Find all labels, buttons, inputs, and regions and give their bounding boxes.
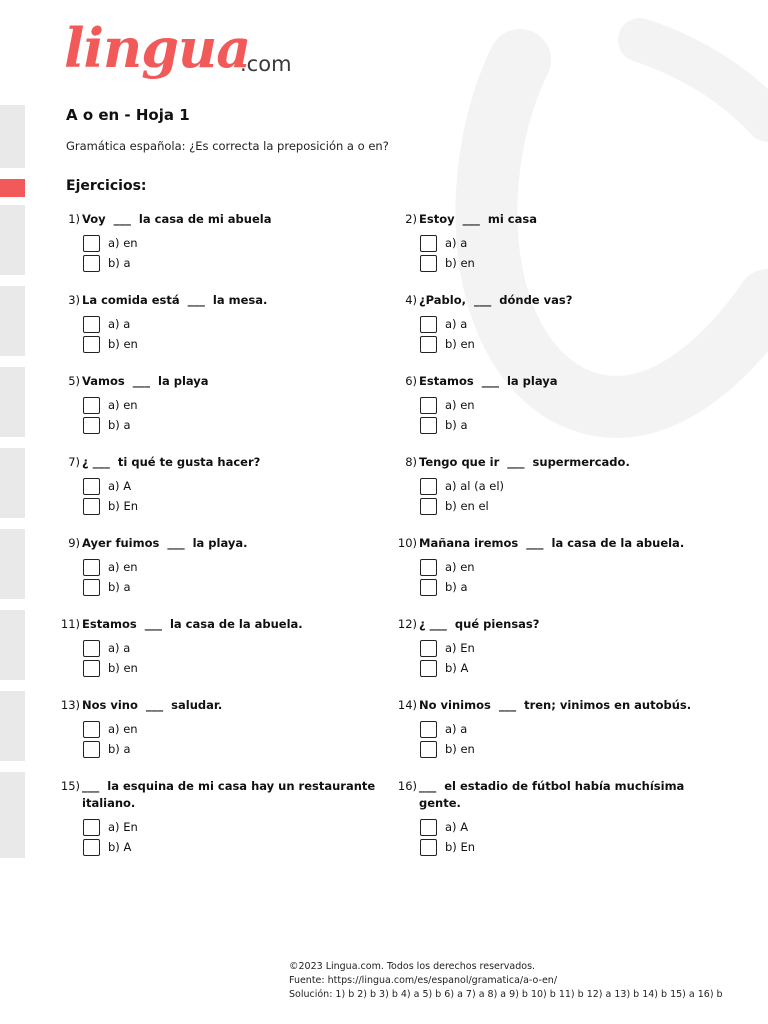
- exercise-14: [397, 697, 717, 759]
- answer-checkbox[interactable]: [83, 741, 100, 758]
- answer-label: b) a: [108, 742, 131, 756]
- answer-option[interactable]: [83, 739, 380, 759]
- exercise-number: 11): [60, 617, 80, 631]
- answer-checkbox[interactable]: [420, 819, 437, 836]
- answer-checkbox[interactable]: [83, 721, 100, 738]
- answer-label: b) en: [445, 337, 475, 351]
- exercise-text: Tengo que ir ___ supermercado.: [419, 455, 630, 469]
- exercise-15: [60, 778, 380, 857]
- exercise-number: 5): [68, 374, 80, 388]
- exercise-text: No vinimos ___ tren; vinimos en autobús.: [419, 698, 692, 712]
- answer-option[interactable]: [420, 837, 717, 857]
- answer-checkbox[interactable]: [420, 741, 437, 758]
- exercise-number: 4): [405, 293, 417, 307]
- answer-checkbox[interactable]: [83, 316, 100, 333]
- exercise-number: 10): [397, 536, 417, 550]
- answer-checkbox[interactable]: [420, 721, 437, 738]
- answer-label: a) a: [108, 641, 131, 655]
- answer-label: b) En: [108, 499, 138, 513]
- answer-checkbox[interactable]: [420, 839, 437, 856]
- logo-script: lingua: [64, 16, 251, 80]
- answer-checkbox[interactable]: [83, 839, 100, 856]
- answer-option[interactable]: [83, 577, 380, 597]
- answer-option[interactable]: [83, 557, 380, 577]
- exercise-11: [60, 616, 380, 678]
- answer-label: a) a: [108, 317, 131, 331]
- logo-domain: .com: [240, 52, 292, 76]
- answer-option[interactable]: [420, 638, 717, 658]
- answer-checkbox[interactable]: [83, 640, 100, 657]
- answer-label: b) en: [108, 661, 138, 675]
- answer-option[interactable]: [83, 719, 380, 739]
- answer-label: a) a: [445, 317, 468, 331]
- answer-option[interactable]: [420, 577, 717, 597]
- answer-checkbox[interactable]: [420, 417, 437, 434]
- exercise-2: [397, 211, 717, 273]
- answer-checkbox[interactable]: [83, 417, 100, 434]
- answer-checkbox[interactable]: [420, 559, 437, 576]
- answer-option[interactable]: [83, 415, 380, 435]
- exercise-1: [60, 211, 380, 273]
- answer-label: b) en: [108, 337, 138, 351]
- exercise-10: [397, 535, 717, 597]
- answer-checkbox[interactable]: [83, 819, 100, 836]
- exercise-prompt: [397, 211, 717, 228]
- exercise-number: 15): [60, 779, 80, 793]
- exercise-8: [397, 454, 717, 516]
- answer-option[interactable]: [420, 233, 717, 253]
- exercise-number: 13): [60, 698, 80, 712]
- answer-label: a) en: [108, 722, 138, 736]
- exercise-text: ¿ ___ qué piensas?: [419, 617, 540, 631]
- exercise-prompt: [397, 778, 717, 812]
- answer-checkbox[interactable]: [83, 478, 100, 495]
- exercise-number: 7): [68, 455, 80, 469]
- side-tab: [0, 448, 25, 518]
- answer-checkbox[interactable]: [420, 640, 437, 657]
- answer-label: a) A: [108, 479, 132, 493]
- exercise-prompt: [397, 454, 717, 471]
- exercise-text: Mañana iremos ___ la casa de la abuela.: [419, 536, 685, 550]
- exercise-prompt: [397, 292, 717, 309]
- exercise-number: 16): [397, 779, 417, 793]
- answer-option[interactable]: [420, 719, 717, 739]
- side-tab: [0, 367, 25, 437]
- exercise-9: [60, 535, 380, 597]
- answer-checkbox[interactable]: [420, 478, 437, 495]
- answer-option[interactable]: [420, 334, 717, 354]
- side-tab: [0, 610, 25, 680]
- answer-checkbox[interactable]: [420, 336, 437, 353]
- exercise-number: 3): [68, 293, 80, 307]
- exercise-prompt: [60, 292, 380, 309]
- answer-checkbox[interactable]: [83, 660, 100, 677]
- footer: [289, 960, 723, 1002]
- answer-label: b) a: [445, 580, 468, 594]
- exercise-16: [397, 778, 717, 857]
- answer-label: a) en: [445, 398, 475, 412]
- exercise-4: [397, 292, 717, 354]
- worksheet-subtitle: Gramática española: ¿Es correcta la preposición a o en?: [66, 139, 389, 153]
- answer-checkbox[interactable]: [420, 397, 437, 414]
- answer-label: a) en: [108, 398, 138, 412]
- exercise-prompt: [397, 697, 717, 714]
- exercise-13: [60, 697, 380, 759]
- answer-label: a) a: [445, 236, 468, 250]
- answer-label: b) a: [108, 580, 131, 594]
- footer-source: Fuente: https://lingua.com/es/espanol/gramatica/a-o-en/: [289, 975, 558, 986]
- exercise-number: 6): [405, 374, 417, 388]
- answer-option[interactable]: [83, 496, 380, 516]
- answer-label: a) al (a el): [445, 479, 505, 493]
- side-tab: [0, 691, 25, 761]
- exercise-text: Estamos ___ la playa: [419, 374, 558, 388]
- answer-label: b) en: [445, 742, 475, 756]
- answer-checkbox[interactable]: [83, 559, 100, 576]
- worksheet-title: A o en - Hoja 1: [66, 106, 190, 124]
- answer-label: b) a: [108, 418, 131, 432]
- exercise-text: ___ la esquina de mi casa hay un restaurante italiano.: [82, 779, 380, 810]
- exercise-prompt: [60, 373, 380, 390]
- answer-option[interactable]: [420, 314, 717, 334]
- answer-checkbox[interactable]: [420, 255, 437, 272]
- exercise-number: 9): [68, 536, 80, 550]
- answer-label: a) En: [445, 641, 475, 655]
- answer-label: b) en: [445, 256, 475, 270]
- exercise-text: ___ el estadio de fútbol había muchísima gente.: [419, 779, 689, 810]
- answer-label: b) A: [108, 840, 132, 854]
- answer-label: a) En: [108, 820, 138, 834]
- exercise-text: ¿Pablo, ___ dónde vas?: [419, 293, 573, 307]
- side-tab: [0, 529, 25, 599]
- answer-option[interactable]: [83, 233, 380, 253]
- answer-label: a) en: [108, 236, 138, 250]
- exercise-number: 8): [405, 455, 417, 469]
- answer-option[interactable]: [420, 496, 717, 516]
- exercise-text: Voy ___ la casa de mi abuela: [82, 212, 272, 226]
- answer-checkbox[interactable]: [83, 579, 100, 596]
- exercise-text: Estoy ___ mi casa: [419, 212, 537, 226]
- answer-label: b) en el: [445, 499, 489, 513]
- answer-option[interactable]: [83, 817, 380, 837]
- exercises-heading: Ejercicios:: [66, 178, 147, 194]
- exercise-number: 14): [397, 698, 417, 712]
- answer-checkbox[interactable]: [83, 255, 100, 272]
- exercise-text: ¿ ___ ti qué te gusta hacer?: [82, 455, 261, 469]
- answer-option[interactable]: [83, 334, 380, 354]
- exercise-prompt: [397, 373, 717, 390]
- answer-option[interactable]: [83, 837, 380, 857]
- side-tab: [0, 286, 25, 356]
- side-tab: [0, 205, 25, 275]
- answer-option[interactable]: [83, 638, 380, 658]
- answer-option[interactable]: [83, 253, 380, 273]
- answer-checkbox[interactable]: [420, 579, 437, 596]
- answer-label: a) A: [445, 820, 469, 834]
- exercise-prompt: [60, 535, 380, 552]
- side-tab: [0, 772, 25, 858]
- answer-option[interactable]: [420, 739, 717, 759]
- answer-checkbox[interactable]: [420, 235, 437, 252]
- exercise-number: 1): [68, 212, 80, 226]
- answer-option[interactable]: [420, 557, 717, 577]
- exercise-text: Nos vino ___ saludar.: [82, 698, 223, 712]
- answer-option[interactable]: [420, 817, 717, 837]
- answer-label: b) a: [445, 418, 468, 432]
- exercise-text: Ayer fuimos ___ la playa.: [82, 536, 248, 550]
- exercise-3: [60, 292, 380, 354]
- answer-option[interactable]: [420, 253, 717, 273]
- answer-option[interactable]: [83, 476, 380, 496]
- answer-checkbox[interactable]: [83, 397, 100, 414]
- answer-option[interactable]: [83, 314, 380, 334]
- exercise-prompt: [60, 211, 380, 228]
- exercise-5: [60, 373, 380, 435]
- answer-option[interactable]: [420, 658, 717, 678]
- exercise-text: La comida está ___ la mesa.: [82, 293, 268, 307]
- exercise-number: 2): [405, 212, 417, 226]
- exercise-6: [397, 373, 717, 435]
- exercise-prompt: [60, 454, 380, 471]
- answer-option[interactable]: [420, 395, 717, 415]
- answer-checkbox[interactable]: [420, 660, 437, 677]
- exercise-text: Vamos ___ la playa: [82, 374, 209, 388]
- answer-label: b) En: [445, 840, 475, 854]
- exercise-text: Estamos ___ la casa de la abuela.: [82, 617, 303, 631]
- answer-checkbox[interactable]: [83, 336, 100, 353]
- answer-option[interactable]: [83, 658, 380, 678]
- footer-copyright: ©2023 Lingua.com. Todos los derechos reservados.: [289, 961, 536, 972]
- answer-checkbox[interactable]: [420, 498, 437, 515]
- exercise-prompt: [397, 535, 717, 552]
- answer-checkbox[interactable]: [83, 498, 100, 515]
- exercise-prompt: [60, 697, 380, 714]
- answer-label: a) en: [108, 560, 138, 574]
- answer-option[interactable]: [420, 415, 717, 435]
- lingua-logo: [60, 14, 300, 96]
- exercise-prompt: [60, 616, 380, 633]
- answer-checkbox[interactable]: [420, 316, 437, 333]
- answer-option[interactable]: [420, 476, 717, 496]
- answer-label: a) en: [445, 560, 475, 574]
- answer-label: b) A: [445, 661, 469, 675]
- side-tab-active: [0, 179, 25, 197]
- exercise-7: [60, 454, 380, 516]
- answer-label: a) a: [445, 722, 468, 736]
- answer-label: b) a: [108, 256, 131, 270]
- answer-checkbox[interactable]: [83, 235, 100, 252]
- exercise-12: [397, 616, 717, 678]
- exercise-prompt: [60, 778, 380, 812]
- exercise-prompt: [397, 616, 717, 633]
- side-tab: [0, 105, 25, 168]
- exercise-number: 12): [397, 617, 417, 631]
- footer-solution: Solución: 1) b 2) b 3) b 4) a 5) b 6) a 7) a 8) a 9) b 10) b 11) b 12) a 13) b 14) b 15) a 16) b: [289, 989, 723, 1000]
- answer-option[interactable]: [83, 395, 380, 415]
